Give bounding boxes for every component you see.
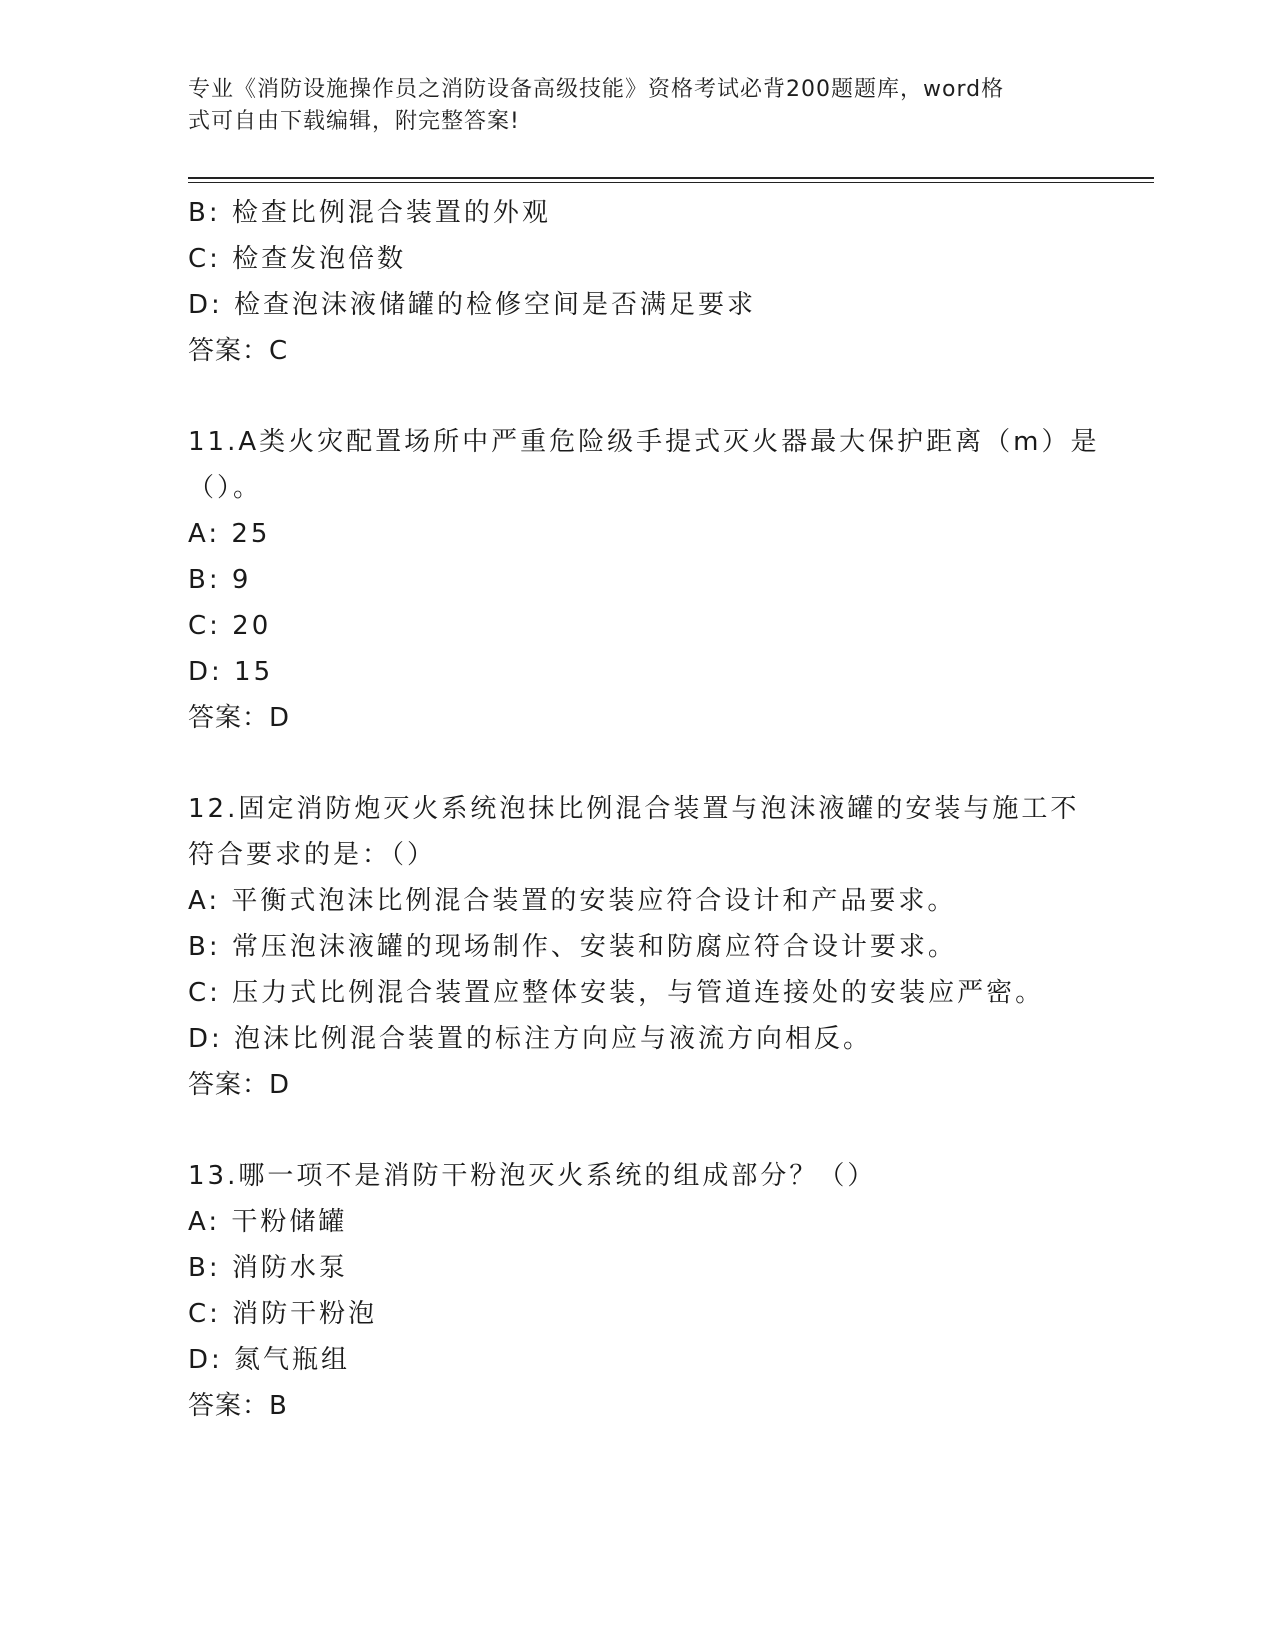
option-b: B: 常压泡沫液罐的现场制作、安装和防腐应符合设计要求。	[188, 932, 957, 962]
question-block-12	[188, 786, 1088, 1108]
option-d: D: 检查泡沫液储罐的检修空间是否满足要求	[188, 290, 757, 320]
option-a: A: 干粉储罐	[188, 1207, 348, 1237]
option-c: C: 检查发泡倍数	[188, 244, 407, 274]
answer-line: 答案：D	[188, 703, 291, 733]
answer-line: 答案：C	[188, 336, 289, 366]
question-block-10	[188, 190, 1088, 374]
question-stem: 13.哪一项不是消防干粉泡灭火系统的组成部分？（）	[188, 1161, 877, 1191]
question-block-11	[188, 419, 1100, 741]
option-c: C: 20	[188, 611, 272, 641]
question-stem-continued: 符合要求的是：（）	[188, 840, 437, 870]
header-line-1: 专业《消防设施操作员之消防设备高级技能》资格考试必背200题题库，word格	[188, 77, 1005, 102]
answer-line: 答案：B	[188, 1391, 288, 1421]
header-divider-thick	[188, 177, 1154, 179]
option-b: B: 消防水泵	[188, 1253, 348, 1283]
option-b: B: 检查比例混合装置的外观	[188, 198, 551, 228]
question-list	[188, 190, 1100, 1429]
question-spacer	[188, 374, 1088, 419]
answer-line: 答案：D	[188, 1070, 291, 1100]
option-d: D: 泡沫比例混合装置的标注方向应与液流方向相反。	[188, 1024, 873, 1054]
document-header	[188, 74, 1068, 138]
question-stem: 12.固定消防炮灭火系统泡抹比例混合装置与泡沫液罐的安装与施工不	[188, 794, 1080, 824]
option-c: C: 消防干粉泡	[188, 1299, 378, 1329]
option-d: D: 氮气瓶组	[188, 1345, 351, 1375]
question-spacer	[188, 741, 1088, 786]
option-a: A: 平衡式泡沫比例混合装置的安装应符合设计和产品要求。	[188, 886, 957, 916]
question-stem: 11.A类火灾配置场所中严重危险级手提式灭火器最大保护距离（m）是	[188, 427, 1100, 457]
option-a: A: 25	[188, 519, 271, 549]
question-stem-continued: （）。	[188, 473, 263, 503]
header-line-2: 式可自由下载编辑，附完整答案!	[188, 109, 520, 134]
option-c: C: 压力式比例混合装置应整体安装，与管道连接处的安装应严密。	[188, 978, 1045, 1008]
option-b: B: 9	[188, 565, 252, 595]
header-divider-thin	[188, 182, 1154, 183]
question-block-13	[188, 1153, 1088, 1429]
option-d: D: 15	[188, 657, 274, 687]
question-spacer	[188, 1108, 1088, 1153]
